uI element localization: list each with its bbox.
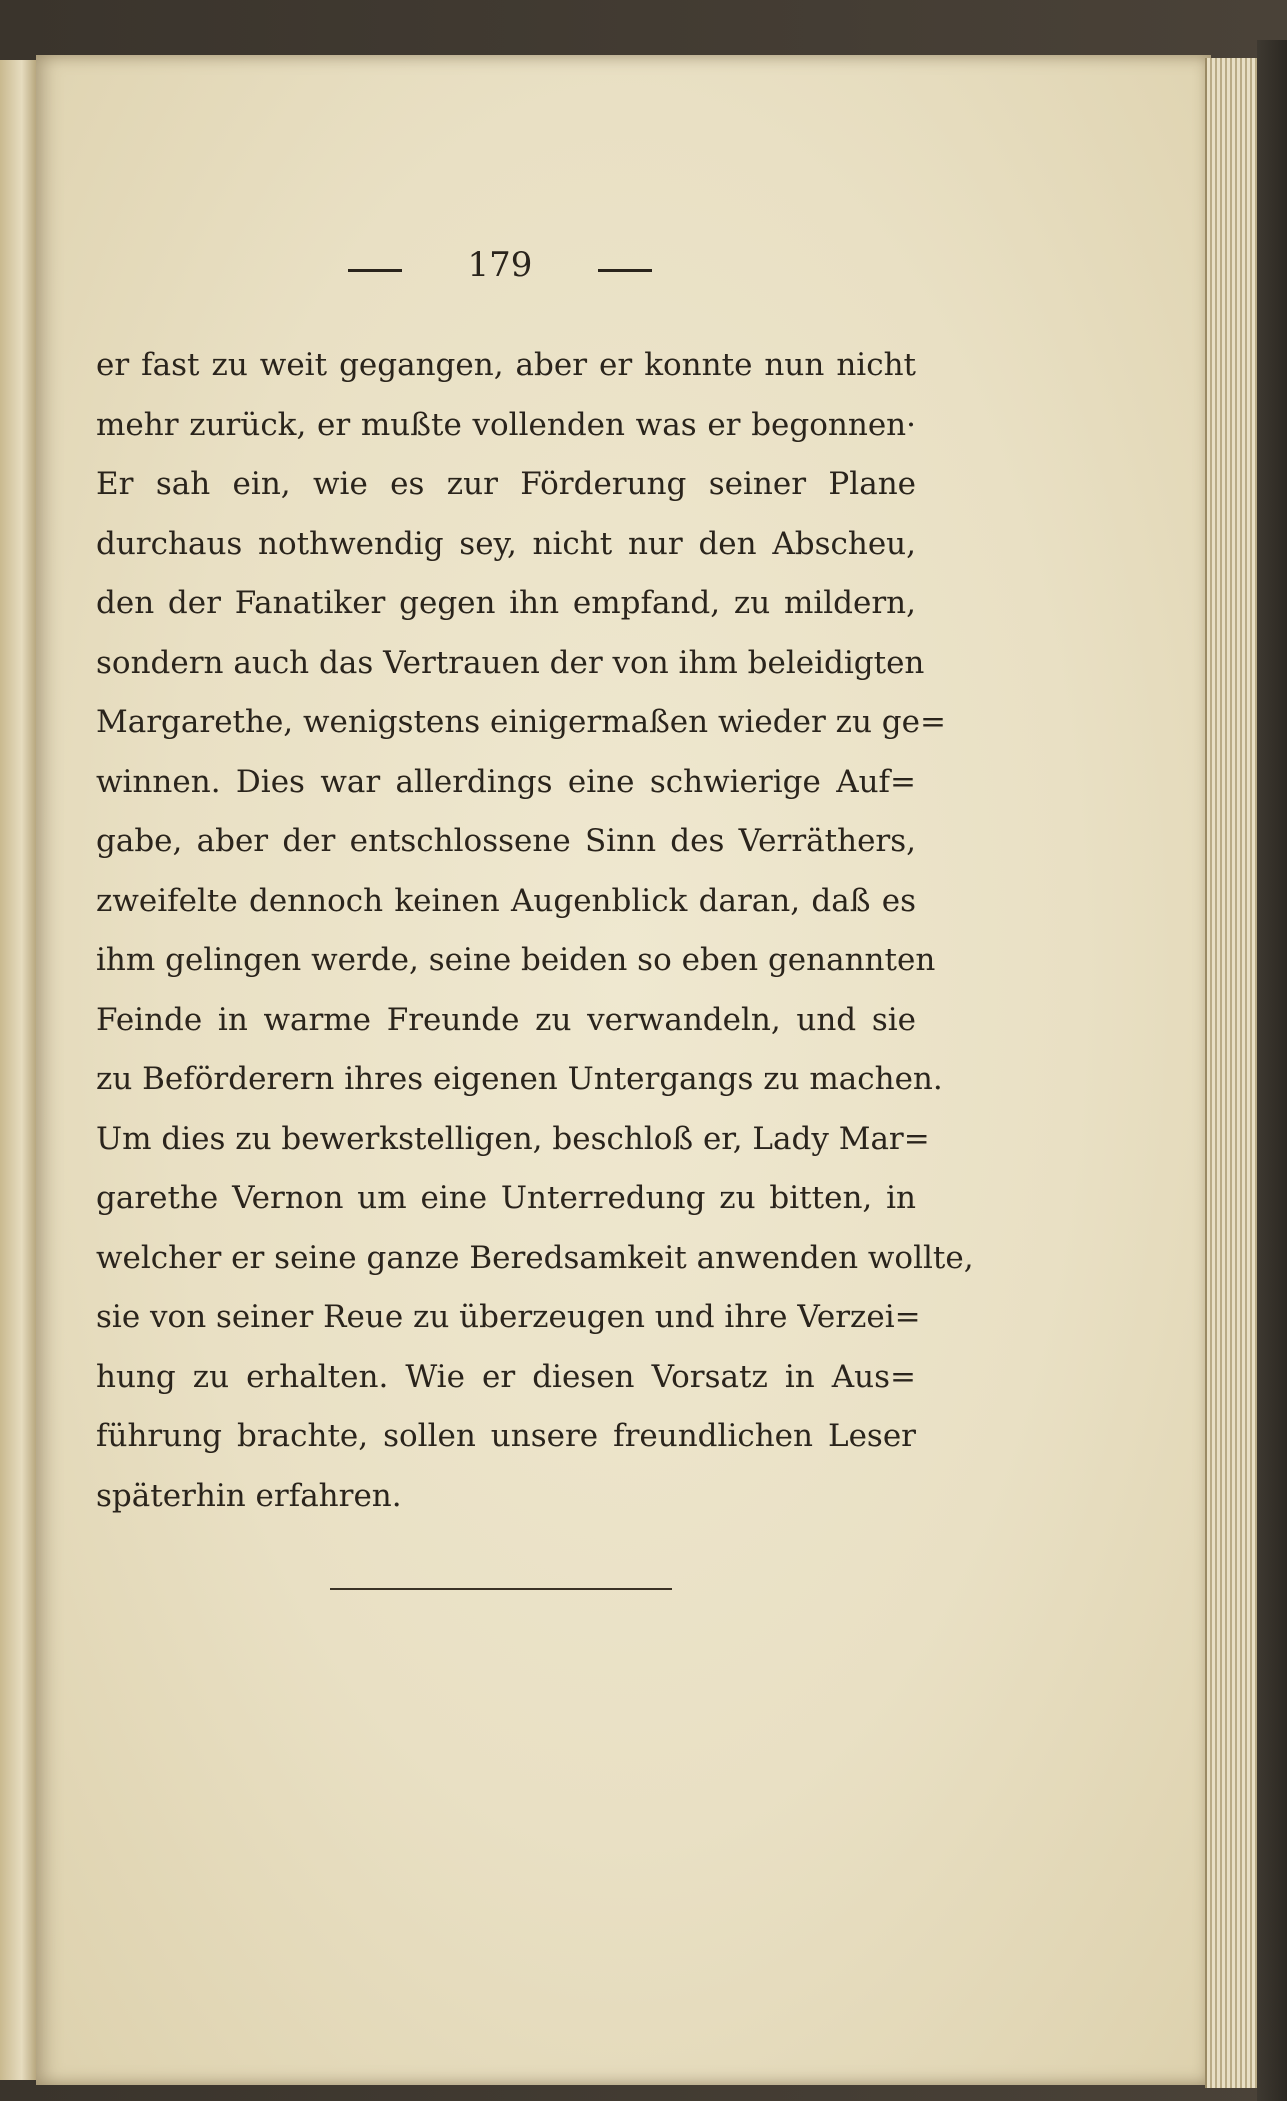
text-line: ihm gelingen werde, seine beiden so eben genannten <box>96 942 936 978</box>
text-line: Er sah ein, wie es zur Förderung seiner Plane <box>96 466 916 502</box>
page-number: 179 <box>467 245 533 285</box>
header-dash-right <box>598 269 652 272</box>
text-line: sie von seiner Reue zu überzeugen und ihre Verzei= <box>96 1299 921 1335</box>
text-line-last: späterhin erfahren. <box>96 1477 402 1514</box>
text-line: sondern auch das Vertrauen der von ihm beleidigten <box>96 644 925 681</box>
text-line: Feinde in warme Freunde zu verwandeln, und sie <box>96 1001 916 1038</box>
text-line: zweifelte dennoch keinen Augenblick daran, daß es <box>96 882 916 919</box>
text-line: den der Fanatiker gegen ihn empfand, zu mildern, <box>96 585 916 621</box>
text-line: Margarethe, wenigstens einigermaßen wieder zu ge= <box>96 704 946 740</box>
text-line: er fast zu weit gegangen, aber er konnte nun nicht <box>96 347 916 383</box>
text-line: gabe, aber der entschlossene Sinn des Verräthers, <box>96 823 916 859</box>
page-header <box>300 245 700 295</box>
end-of-chapter-rule <box>330 1588 672 1590</box>
page-body-text <box>96 336 974 1526</box>
left-page-edge <box>0 60 38 2080</box>
text-line: mehr zurück, er mußte vollenden was er begonnen· <box>96 406 916 443</box>
page-stack-edge <box>1205 58 1259 2088</box>
text-line: hung zu erhalten. Wie er diesen Vorsatz in Aus= <box>96 1358 916 1395</box>
text-line: führung brachte, sollen unsere freundlichen Leser <box>96 1418 916 1454</box>
text-line: winnen. Dies war allerdings eine schwierige Auf= <box>96 763 916 800</box>
book-cover-edge <box>1257 40 1287 2101</box>
text-line: zu Beförderern ihres eigenen Untergangs zu machen. <box>96 1061 943 1097</box>
text-line: welcher er seine ganze Beredsamkeit anwenden wollte, <box>96 1239 974 1276</box>
text-line: Um dies zu bewerkstelligen, beschloß er, Lady Mar= <box>96 1120 930 1157</box>
text-line: durchaus nothwendig sey, nicht nur den Abscheu, <box>96 525 916 562</box>
text-line: garethe Vernon um eine Unterredung zu bitten, in <box>96 1180 916 1216</box>
